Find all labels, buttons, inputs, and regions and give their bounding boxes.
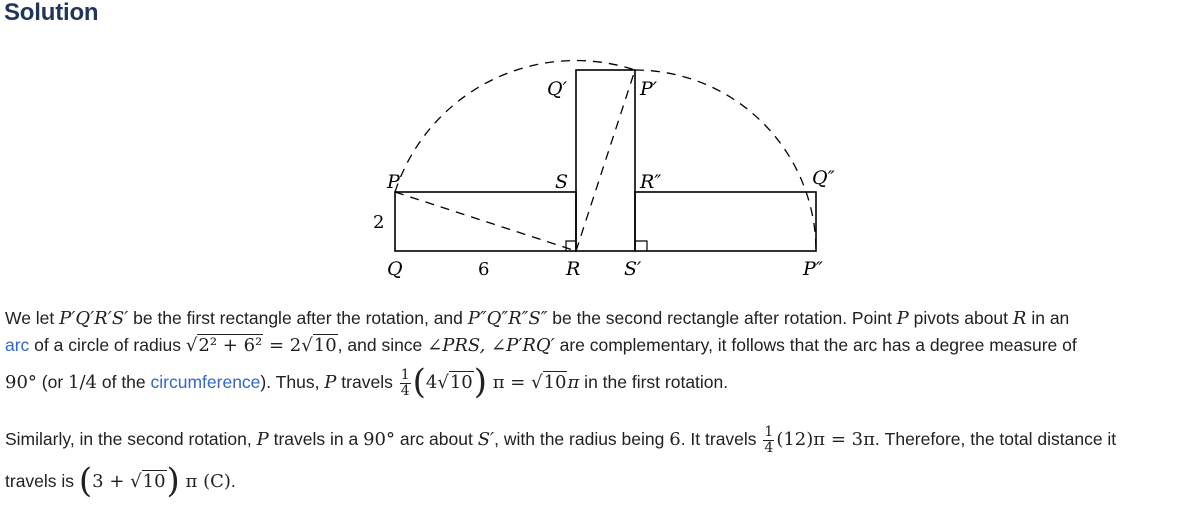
arc-second-rotation — [635, 70, 816, 251]
solution-paragraph-2 — [5, 425, 1194, 456]
label-q1: Q′ — [547, 78, 567, 100]
math: 1/4 — [68, 372, 97, 394]
math: 10 — [449, 372, 473, 394]
diagonal-rp1 — [576, 70, 635, 251]
diagonal-pr — [395, 192, 576, 251]
label-p1: P′ — [640, 78, 658, 100]
sqrt-sign: √ — [185, 335, 198, 356]
math: ∠PRS, ∠P′RQ′ — [427, 335, 555, 356]
fraction-one-quarter — [400, 368, 411, 399]
solution-paragraph-1-line-2 — [5, 331, 1194, 360]
math: R — [1012, 308, 1027, 329]
arc-link[interactable]: arc — [5, 335, 30, 355]
math: π (C) — [179, 471, 231, 492]
label-side-long: 6 — [478, 259, 490, 280]
arc-first-rotation — [395, 61, 635, 192]
math: 4 — [425, 372, 438, 394]
right-angle-mark-s1 — [635, 241, 647, 251]
math: P — [256, 429, 269, 451]
text: . Therefore, the total distance it — [874, 429, 1117, 450]
text: are complementary, it follows that the arc has a degree measure of — [554, 335, 1077, 355]
solution-paragraph-1-line-3 — [5, 362, 1194, 403]
sqrt-sign: √ — [130, 471, 142, 492]
text: . — [230, 471, 236, 491]
math: S′ — [477, 429, 495, 451]
label-q: Q — [387, 258, 403, 280]
solution-paragraph-1 — [5, 304, 1194, 333]
fraction-numerator: 1 — [400, 367, 410, 383]
right-angle-mark-r — [566, 241, 576, 251]
text: ). Thus, — [260, 372, 325, 393]
text: (or — [36, 372, 69, 393]
rectangle-second-rotation — [635, 192, 816, 251]
text: of a circle of radius — [29, 335, 186, 355]
text: travels in a — [268, 429, 364, 450]
text: in the first rotation. — [579, 372, 729, 393]
math: P — [896, 308, 909, 329]
label-side-short: 2 — [373, 212, 385, 233]
label-s: S — [555, 171, 569, 193]
text: be the first rectangle after the rotation, and — [128, 308, 468, 328]
text: in an — [1026, 308, 1070, 328]
math: = 2 — [263, 335, 302, 356]
text: travels is — [5, 471, 79, 491]
text: travels — [336, 372, 398, 393]
text: , and since — [337, 335, 428, 355]
sqrt-sign: √ — [301, 335, 313, 356]
sqrt-sign: √ — [531, 372, 543, 394]
label-s1: S′ — [624, 258, 642, 280]
text: be the second rectangle after rotation. Point — [547, 308, 897, 328]
math: 10 — [142, 471, 166, 492]
label-r: R — [566, 258, 581, 280]
math: 6 — [669, 429, 681, 451]
label-p2: P″ — [803, 258, 823, 280]
circumference-link[interactable]: circumference — [150, 372, 261, 393]
label-p: P — [387, 171, 400, 193]
paren-open: ( — [412, 362, 426, 403]
paren-close: ) — [473, 362, 487, 403]
fraction-denominator: 4 — [400, 383, 410, 399]
math: (12)π = 3π — [776, 429, 875, 451]
text: , with the radius being — [494, 429, 670, 450]
text: Similarly, in the second rotation, — [5, 429, 257, 450]
math: π — [567, 372, 580, 394]
math: P — [324, 372, 337, 394]
math: 90° — [363, 429, 395, 451]
label-r2: R″ — [640, 171, 662, 193]
math: 90° — [5, 372, 37, 394]
fraction-denominator: 4 — [764, 440, 774, 456]
solution-paragraph-2-line-2 — [5, 461, 1194, 501]
fraction-numerator: 1 — [764, 424, 774, 440]
paren-open: ( — [78, 461, 93, 501]
label-q2: Q″ — [812, 167, 835, 189]
section-heading: Solution — [4, 0, 99, 26]
math: 3 + — [92, 471, 131, 492]
text: We let — [5, 308, 60, 328]
math: P′Q′R′S′ — [59, 308, 129, 329]
math: 2² + 6² — [198, 335, 263, 356]
fraction-one-quarter — [763, 425, 774, 456]
math: 10 — [313, 335, 337, 356]
math: P″Q″R″S″ — [467, 308, 548, 329]
paren-close: ) — [166, 461, 180, 501]
math: π = — [487, 372, 532, 394]
sqrt-sign: √ — [437, 372, 449, 394]
text: . It travels — [680, 429, 762, 450]
math: 10 — [543, 372, 567, 394]
text: arc about — [395, 429, 478, 450]
text: of the — [97, 372, 151, 393]
text: pivots about — [908, 308, 1013, 328]
